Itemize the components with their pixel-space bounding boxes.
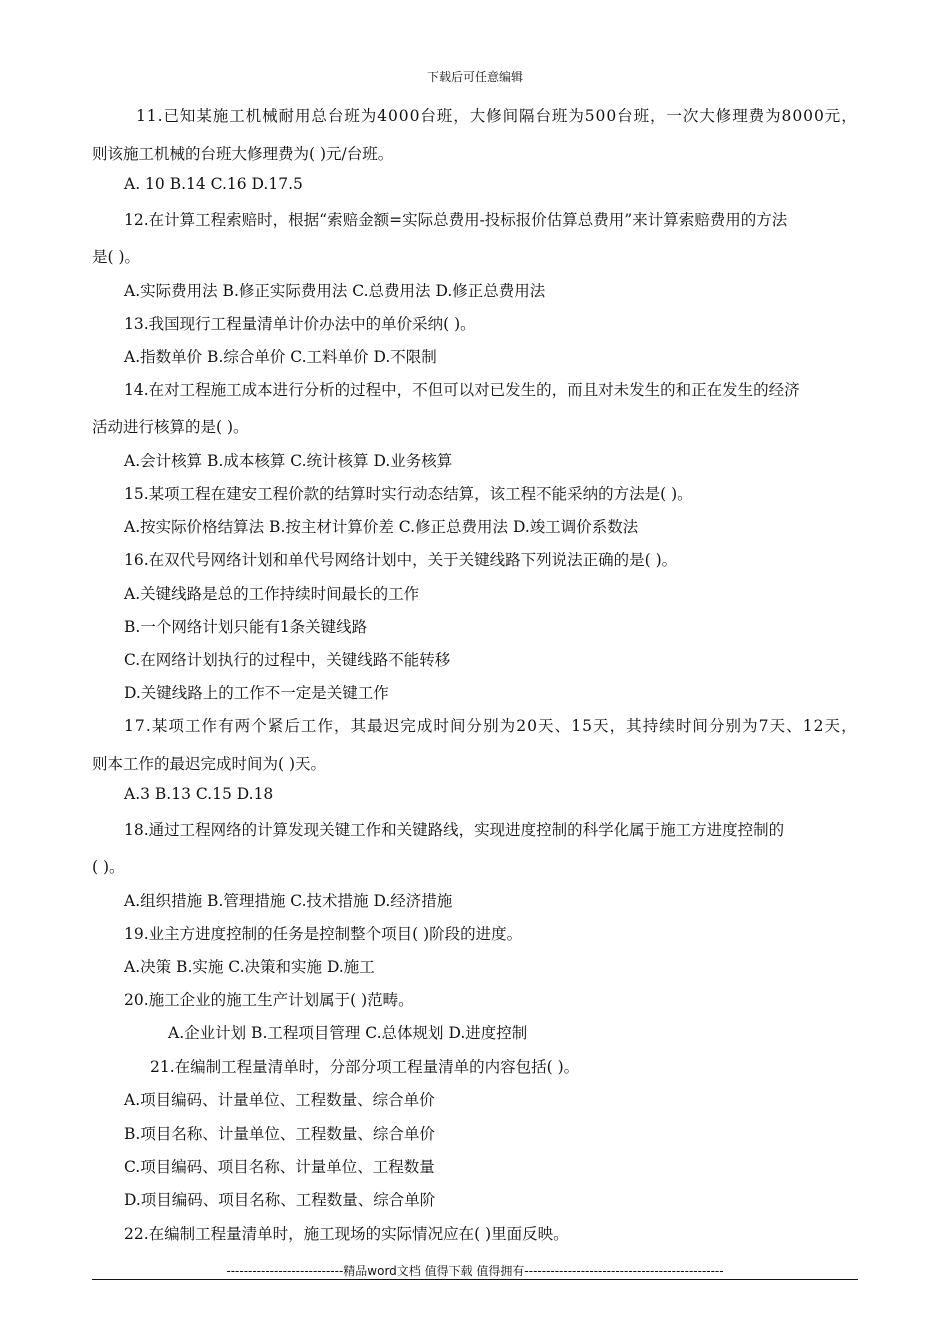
question-21-option-b: B.项目名称、计量单位、工程数量、综合单价 [124, 1125, 435, 1143]
question-12-line-1: 12.在计算工程索赔时，根据“索赔金额=实际总费用-投标报价估算总费用”来计算索赔费用的方法 [124, 211, 788, 229]
question-21-option-c: C.项目编码、项目名称、计量单位、工程数量 [124, 1158, 435, 1176]
footer-rule [92, 1279, 858, 1280]
question-21: 21.在编制工程量清单时，分部分项工程量清单的内容包括( )。 [150, 1058, 580, 1076]
question-14-line-1: 14.在对工程施工成本进行分析的过程中，不但可以对已发生的，而且对未发生的和正在发生的经济 [124, 381, 800, 399]
question-13: 13.我国现行工程量清单计价办法中的单价采纳( )。 [124, 315, 476, 333]
question-14-options: A.会计核算 B.成本核算 C.统计核算 D.业务核算 [124, 452, 453, 470]
question-21-option-d: D.项目编码、项目名称、工程数量、综合单阶 [124, 1191, 436, 1209]
question-17-line-2: 则本工作的最迟完成时间为( )天。 [92, 755, 327, 773]
question-22: 22.在编制工程量清单时，施工现场的实际情况应在( )里面反映。 [124, 1225, 569, 1243]
question-11-line-2: 则该施工机械的台班大修理费为( )元/台班。 [92, 145, 394, 163]
question-17-line-1: 17.某项工作有两个紧后工作，其最迟完成时间分别为20天、15天，其持续时间分别为7天、12天， [124, 717, 858, 735]
question-16-option-d: D.关键线路上的工作不一定是关键工作 [124, 684, 389, 702]
question-20-options: A.企业计划 B.工程项目管理 C.总体规划 D.进度控制 [168, 1024, 528, 1042]
page-header: 下载后可任意编辑 [426, 70, 523, 84]
question-15: 15.某项工程在建安工程价款的结算时实行动态结算，该工程不能采纳的方法是( )。 [124, 485, 693, 503]
question-18-options: A.组织措施 B.管理措施 C.技术措施 D.经济措施 [124, 892, 453, 910]
question-18-line-1: 18.通过工程网络的计算发现关键工作和关键路线，实现进度控制的科学化属于施工方进度控制的 [124, 821, 785, 839]
question-16-option-c: C.在网络计划执行的过程中，关键线路不能转移 [124, 651, 451, 669]
page-footer: ---------------------------精品word文档 值得下载 值得拥有---------------------------------------------- [226, 1264, 724, 1278]
question-16-option-a: A.关键线路是总的工作持续时间最长的工作 [124, 585, 420, 603]
question-16: 16.在双代号网络计划和单代号网络计划中，关于关键线路下列说法正确的是( )。 [124, 551, 678, 569]
question-19-options: A.决策 B.实施 C.决策和实施 D.施工 [124, 958, 375, 976]
question-15-options: A.按实际价格结算法 B.按主材计算价差 C.修正总费用法 D.竣工调价系数法 [124, 518, 639, 536]
question-12-line-2: 是( )。 [92, 248, 141, 266]
question-14-line-2: 活动进行核算的是( )。 [92, 418, 249, 436]
question-18-line-2: ( )。 [92, 858, 125, 876]
question-19: 19.业主方进度控制的任务是控制整个项目( )阶段的进度。 [124, 925, 523, 943]
question-17-options: A.3 B.13 C.15 D.18 [124, 785, 274, 803]
question-11-options: A. 10 B.14 C.16 D.17.5 [124, 175, 303, 193]
question-11-line-1: 11.已知某施工机械耐用总台班为4000台班，大修间隔台班为500台班，一次大修理费为8000元， [136, 107, 858, 125]
question-12-options: A.实际费用法 B.修正实际费用法 C.总费用法 D.修正总费用法 [124, 282, 546, 300]
question-21-option-a: A.项目编码、计量单位、工程数量、综合单价 [124, 1091, 435, 1109]
question-20: 20.施工企业的施工生产计划属于( )范畴。 [124, 991, 414, 1009]
question-16-option-b: B.一个网络计划只能有1条关键线路 [124, 618, 368, 636]
question-13-options: A.指数单价 B.综合单价 C.工料单价 D.不限制 [124, 348, 437, 366]
